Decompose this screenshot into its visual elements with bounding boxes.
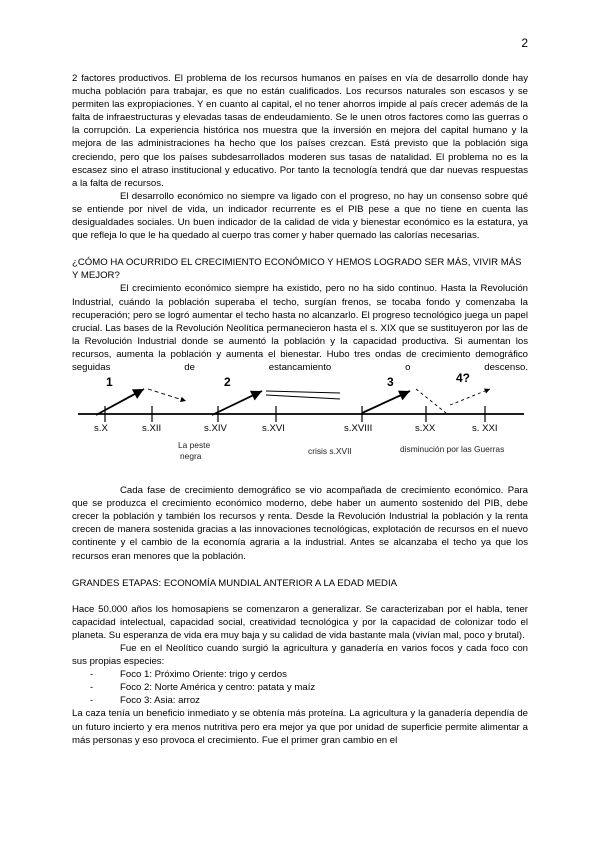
stages-paragraph-1: Hace 50.000 años los homosapiens se comenzaron a generalizar. Se caracterizaban por el habla, tener capacidad intelectual, capacidad social, creatividad tecnológica y por la capacidad de colonizar todo el planeta. Su esperanza de vida era muy baja y su calidad de vida bastante mala (vivían mal, poco y brutal). <box>72 603 528 641</box>
growth-arrow-2 <box>212 391 262 415</box>
phase-label-4: 4? <box>456 371 471 386</box>
tick-label-sxvi: s.XVI <box>262 423 285 435</box>
note-peste-line2: negra <box>180 451 202 462</box>
phase-label-2: 2 <box>224 375 231 390</box>
timeline-diagram <box>72 371 528 471</box>
timeline-graphic <box>72 371 528 471</box>
note-crisis: crisis s.XVII <box>308 446 352 457</box>
tick-label-sxiv: s.XIV <box>204 423 227 435</box>
page-content <box>72 72 528 747</box>
page-number: 2 <box>521 36 528 50</box>
stages-paragraph-3: La caza tenía un beneficio inmediato y se obtenía más proteína. La agricultura y la ganadería dependía de un futuro incierto y era menos nutritiva pero era mejor ya que por unidad de superficie permite alimentar a más personas y eso provoca el crecimiento. Fue el primer gran cambio en el <box>72 708 528 746</box>
stages-paragraph-2: Fue en el Neolítico cuando surgió la agricultura y ganadería en varios focos y cada foco con sus propias especies: <box>72 643 528 668</box>
phase-label-3: 3 <box>387 375 394 390</box>
species-list <box>72 668 528 707</box>
tick-label-sx: s.X <box>94 423 108 435</box>
stagnation-line-2a <box>266 391 340 393</box>
tick-label-sxx: s.XX <box>415 423 436 435</box>
note-peste-line1: La peste <box>178 440 211 451</box>
decline-arrow-1 <box>148 389 186 401</box>
growth-arrow-1 <box>96 389 144 415</box>
growth-arrow-3 <box>362 391 410 413</box>
section-heading-stages: GRANDES ETAPAS: ECONOMÍA MUNDIAL ANTERIOR A LA EDAD MEDIA <box>72 577 398 589</box>
growth-paragraph-1: El crecimiento económico siempre ha existido, pero no ha sido continuo. Hasta la Revolución Industrial, cuándo la población superaba el techo, surgían frenos, se tocaba fondo y comenzaba la recuperación; pero se logró aumentar el techo hasta no alcanzarlo. El progreso tecnológico juega un papel crucial. Las bases de la Revolución Neolítica permanecieron hasta el s. XIX que se sustituyeron por las de la Revolución Industrial donde se aumentó la población y la capacidad productiva. Si aumentan los recursos, aumenta la población y aumenta el bienestar. Hubo tres ondas de crecimiento demográfico seguidas de estancamiento o descenso. <box>72 283 528 373</box>
growth-paragraph-2: Cada fase de crecimiento demográfico se vio acompañada de crecimiento económico. Para que se produzca el crecimiento económico moderno, debe haber un aumento sostenido del PIB, debe crecer la población y también los recursos y renta. Desde la Revolución Industrial la población y la renta crecen de manera sostenida gracias a las innovaciones tecnológicas, explotación de recursos en el nuevo continente y el cambio de la economía agraria a la industrial. Antes se alcanzaba el techo ya que los recursos eran menores que la población. <box>72 485 528 562</box>
stagnation-line-2b <box>266 395 340 399</box>
phase-label-1: 1 <box>106 375 113 390</box>
list-item: - Foco 2: Norte América y centro: patata y maíz <box>72 681 528 694</box>
intro-paragraph-2: El desarrollo económico no siempre va ligado con el progreso, no hay un consenso sobre qué se entiende por nivel de vida, un indicador recurrente es el PIB pese a que no tiene en cuenta las desigualdades sociales. Un buen indicador de la calidad de vida y bienestar económico es la estatura, ya que refleja lo que le ha quedado al cuerpo tras comer y haber quemado las calorías necesarias. <box>72 190 528 242</box>
tick-label-sxii: s.XII <box>142 423 162 435</box>
section-heading-growth: ¿CÓMO HA OCURRIDO EL CRECIMIENTO ECONÓMICO Y HEMOS LOGRADO SER MÁS, VIVIR MÁS Y MEJOR? <box>72 257 522 282</box>
list-item: - Foco 3: Asia: arroz <box>72 694 528 707</box>
list-item: - Foco 1: Próximo Oriente: trigo y cerdos <box>72 668 528 681</box>
note-guerras: disminución por las Guerras <box>400 444 505 455</box>
decline-arrow-3 <box>416 389 446 413</box>
growth-arrow-4 <box>450 389 490 405</box>
tick-label-sxxi: s. XXI <box>472 423 498 435</box>
tick-label-sxviii: s.XVIII <box>344 423 373 435</box>
intro-paragraph-1: 2 factores productivos. El problema de los recursos humanos en países en vía de desarrollo donde hay mucha población para trabajar, es que no están cualificados. Los recursos naturales son escasos y se permiten las expropiaciones. Y en cuanto al capital, el no tener ahorros impide al país crecer además de la falta de infraestructuras y elevadas tasas de endeudamiento. Se le unen otros factores como las guerras o la corrupción. La experiencia histórica nos muestra que la inversión en mejora del capital humano y la mejora de las administraciones ha hecho que los países crezcan. Está previsto que la población siga creciendo, pero que los países subdesarrollados moderen sus tasas de natalidad. El problema no es la escasez sino el atraso institucional y educativo. Por tanto la tecnología tendrá que dar nuevas respuestas a la falta de recursos. <box>72 73 528 189</box>
